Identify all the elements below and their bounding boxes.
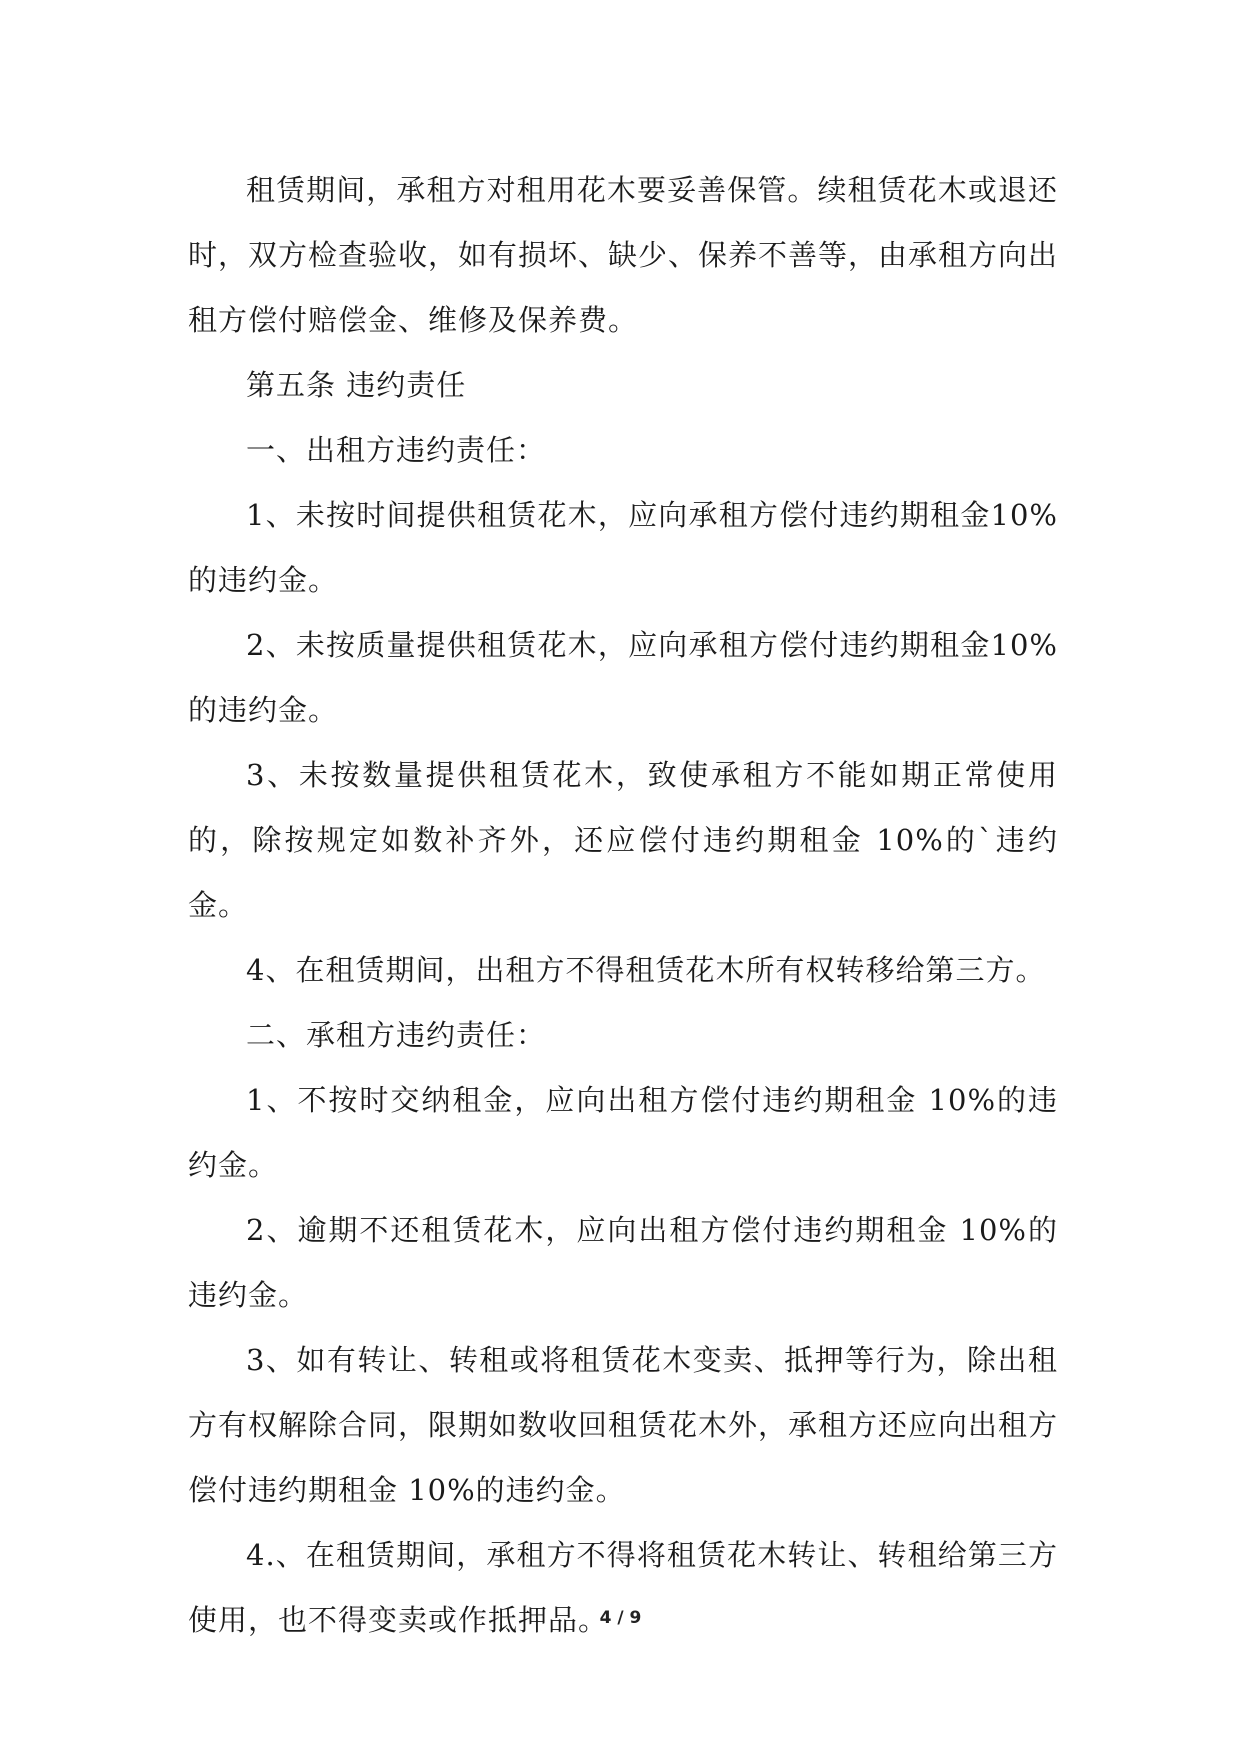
section-heading-article-5: 第五条 违约责任 bbox=[246, 368, 467, 402]
paragraph-lessee-4: 4.、在租赁期间，承租方不得将租赁花木转让、转租给第三方使用，也不得变卖或作抵押品。 bbox=[188, 1538, 1058, 1637]
subheading-lessee-liability: 二、承租方违约责任： bbox=[246, 1018, 547, 1052]
paragraph-lessee-2: 2、逾期不还租赁花木，应向出租方偿付违约期租金 10%的违约金。 bbox=[188, 1213, 1058, 1312]
paragraph-lessee-3: 3、如有转让、转租或将租赁花木变卖、抵押等行为，除出租方有权解除合同，限期如数收回租赁花木外，承租方还应向出租方偿付违约期租金 10%的违约金。 bbox=[188, 1343, 1059, 1507]
document-body bbox=[188, 158, 1058, 1653]
paragraph-custody: 租赁期间，承租方对租用花木要妥善保管。续租赁花木或退还时，双方检查验收，如有损坏、缺少、保养不善等，由承租方向出租方偿付赔偿金、维修及保养费。 bbox=[188, 173, 1059, 337]
paragraph-lessor-1: 1、未按时间提供租赁花木，应向承租方偿付违约期租金10%的违约金。 bbox=[188, 498, 1058, 597]
paragraph-lessor-3: 3、未按数量提供租赁花木，致使承租方不能如期正常使用的，除按规定如数补齐外，还应偿付违约期租金 10%的`违约金。 bbox=[188, 758, 1058, 922]
paragraph-lessor-2: 2、未按质量提供租赁花木，应向承租方偿付违约期租金10%的违约金。 bbox=[188, 628, 1058, 727]
paragraph-lessee-1: 1、不按时交纳租金，应向出租方偿付违约期租金 10%的违约金。 bbox=[188, 1083, 1058, 1182]
subheading-lessor-liability: 一、出租方违约责任： bbox=[246, 433, 547, 467]
paragraph-lessor-4: 4、在租赁期间，出租方不得租赁花木所有权转移给第三方。 bbox=[246, 953, 1046, 987]
page-number: 4 / 9 bbox=[599, 1608, 642, 1628]
